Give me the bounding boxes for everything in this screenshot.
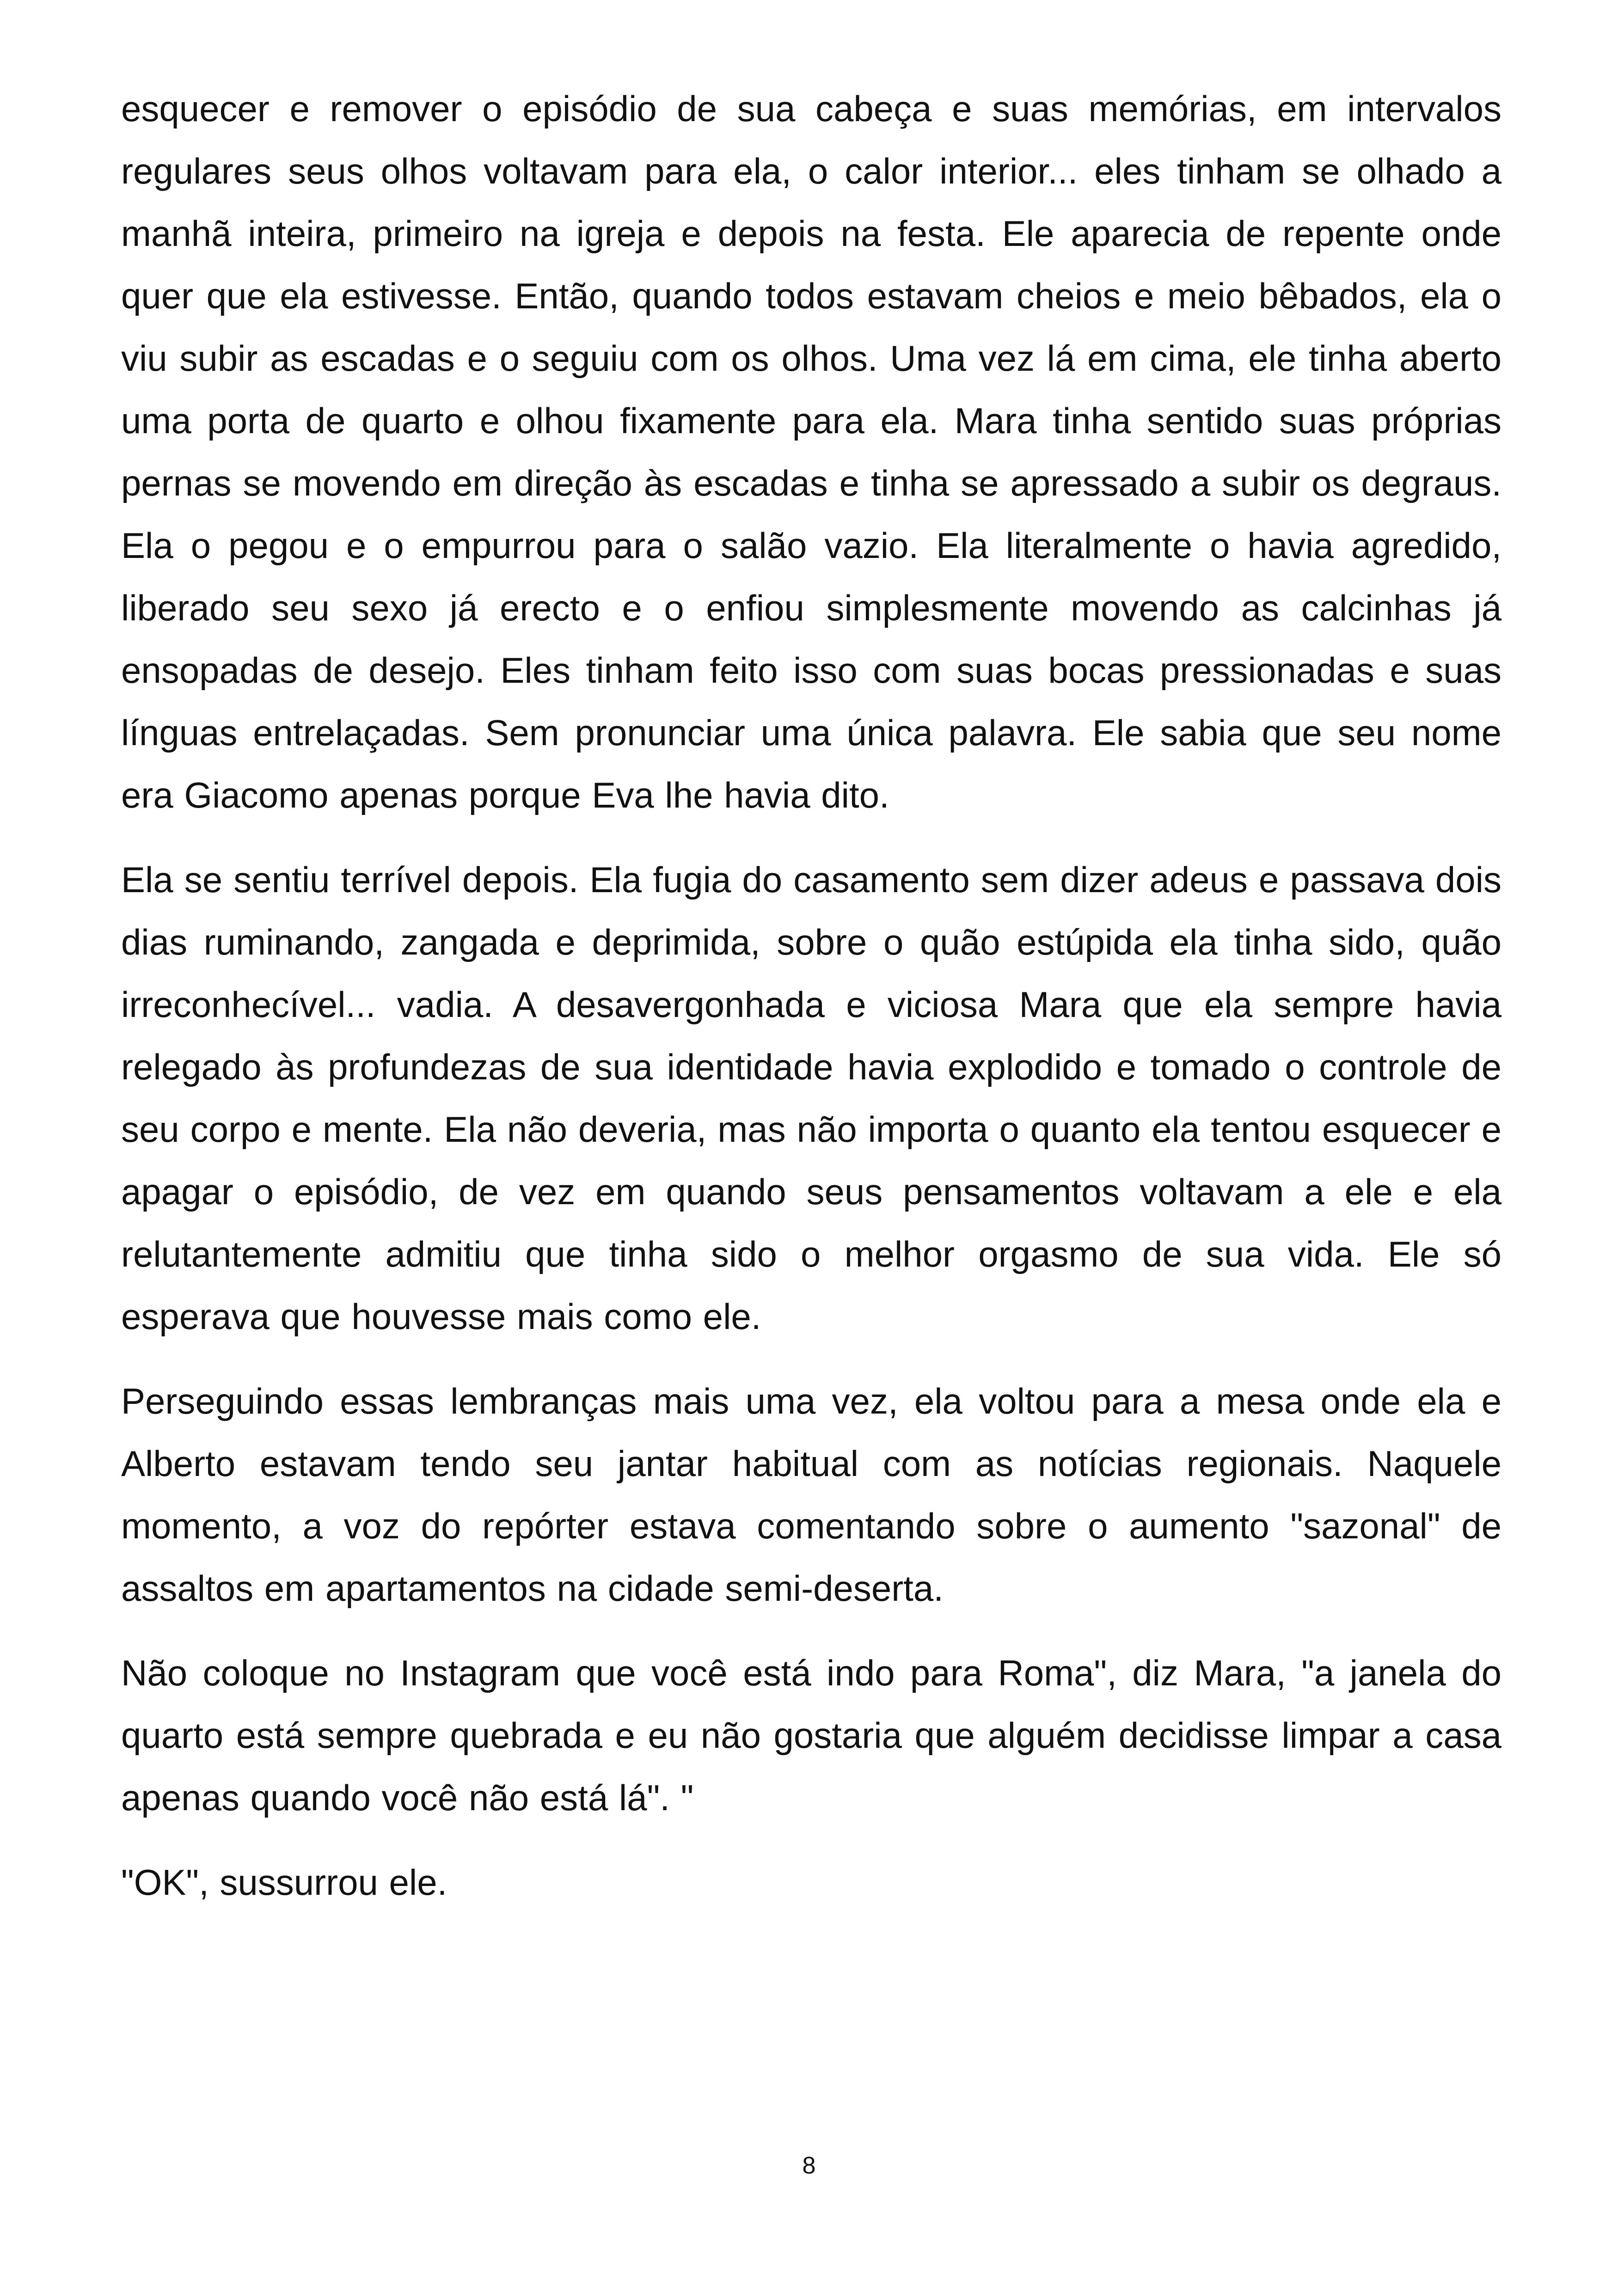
paragraph-1: esquecer e remover o episódio de sua cabeça e suas memórias, em intervalos regulares seus olhos voltavam para ela, o calor interior... eles tinham se olhado a manhã inteira, primeiro na igreja e depois na festa. Ele aparecia de repente onde quer que ela estivesse. Então, quando todos estavam cheios e meio bêbados, ela o viu subir as escadas e o seguiu com os olhos. Uma vez lá em cima, ele tinha aberto uma porta de quarto e olhou fixamente para ela. Mara tinha sentido suas próprias pernas se movendo em direção às escadas e tinha se apressado a subir os degraus. Ela o pegou e o empurrou para o salão vazio. Ela literalmente o havia agredido, liberado seu sexo já erecto e o enfiou simplesmente movendo as calcinhas já ensopadas de desejo. Eles tinham feito isso com suas bocas pressionadas e suas línguas entrelaçadas. Sem pronunciar uma única palavra. Ele sabia que seu nome era Giacomo apenas porque Eva lhe havia dito. xyxy=(121,88,1502,815)
paragraph-4: Não coloque no Instagram que você está indo para Roma", diz Mara, "a janela do quarto está sempre quebrada e eu não gostaria que alguém decidisse limpar a casa apenas quando você não está lá". " xyxy=(121,1653,1502,1818)
paragraph-2: Ela se sentiu terrível depois. Ela fugia do casamento sem dizer adeus e passava dois dias ruminando, zangada e deprimida, sobre o quão estúpida ela tinha sido, quão irreconhecível... vadia. A desavergonhada e viciosa Mara que ela sempre havia relegado às profundezas de sua identidade havia explodido e tomado o controle de seu corpo e mente. Ela não deveria, mas não importa o quanto ela tentou esquecer e apagar o episódio, de vez em quando seus pensamentos voltavam a ele e ela relutantemente admitiu que tinha sido o melhor orgasmo de sua vida. Ele só esperava que houvesse mais como ele. xyxy=(121,859,1502,1337)
body-text xyxy=(121,78,1502,1936)
page-number: 8 xyxy=(802,2152,816,2179)
paragraph-3: Perseguindo essas lembranças mais uma vez, ela voltou para a mesa onde ela e Alberto estavam tendo seu jantar habitual com as notícias regionais. Naquele momento, a voz do repórter estava comentando sobre o aumento "sazonal" de assaltos em apartamentos na cidade semi-deserta. xyxy=(121,1381,1502,1609)
paragraph-5: "OK", sussurrou ele. xyxy=(121,1862,447,1903)
